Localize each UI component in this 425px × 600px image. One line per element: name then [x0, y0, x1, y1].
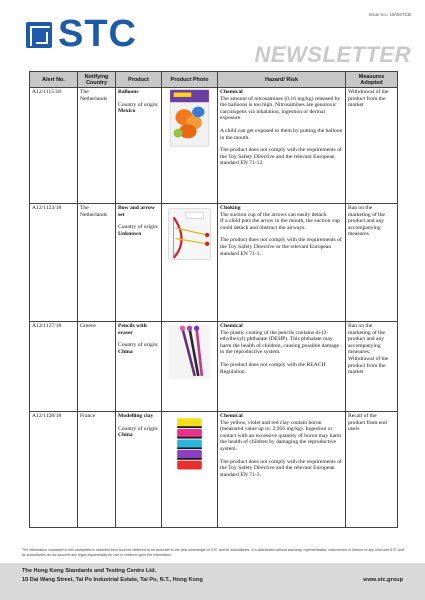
- issue-number: Issue no.: 19/28/TCB: [368, 12, 411, 17]
- notifying-country: The Netherlands: [78, 204, 116, 322]
- stc-logo-mark: [26, 22, 52, 48]
- origin-value: China: [118, 432, 133, 439]
- hazard-type: Choking: [220, 205, 241, 211]
- table-row: [30, 412, 398, 528]
- measures-adopted: Recall of the product from end users: [346, 412, 398, 528]
- product-cell: [116, 322, 162, 412]
- hazard-text-3: The product does not comply with the requirements of the Toy Safety Directive or the relevant European standard EN 71-1.: [220, 237, 342, 257]
- hazard-cell: [218, 412, 346, 528]
- product-name: Modelling clay: [118, 413, 154, 419]
- stc-logo-text: STC: [58, 13, 137, 55]
- origin-label: Country of origin:: [118, 101, 159, 108]
- product-photo-cell: [162, 322, 218, 412]
- col-header-measures: Measures Adopted: [346, 72, 398, 88]
- website-link[interactable]: www.stc.group: [363, 577, 403, 583]
- hazard-text-2: The product does not comply with the REACH Regulation.: [220, 361, 326, 375]
- balloons-photo: [164, 89, 215, 149]
- notifying-country: France: [78, 412, 116, 528]
- product-name: Pencils with eraser: [118, 323, 147, 336]
- measures-adopted: Ban on the marketing of the product and any accompanying measures; Withdrawal of the product from the market: [346, 322, 398, 412]
- product-cell: [116, 88, 162, 204]
- product-photo-cell: [162, 204, 218, 322]
- alert-no: A12/1123/18: [30, 204, 78, 322]
- alerts-table: [29, 71, 398, 528]
- hazard-cell: [218, 322, 346, 412]
- table-header-row: [30, 72, 398, 88]
- hazard-text: The suction cup of the arrows can easily detach.: [220, 211, 328, 218]
- notifying-country: The Netherlands: [78, 88, 116, 204]
- col-header-product-photo: Product Photo: [162, 72, 218, 88]
- hazard-cell: [218, 204, 346, 322]
- col-header-product: Product: [116, 72, 162, 88]
- newsletter-title: NEWSLETTER: [254, 42, 411, 67]
- hazard-type: Chemical: [220, 89, 243, 95]
- product-cell: [116, 412, 162, 528]
- product-photo-cell: [162, 412, 218, 528]
- notifying-country: Greece: [78, 322, 116, 412]
- company-address: 10 Dai Wang Street, Tai Po Industrial Estate, Tai Po, N.T., Hong Kong: [22, 577, 203, 583]
- company-name: The Hong Kong Standards and Testing Centre Ltd.: [22, 568, 157, 574]
- hazard-text: The amount of nitrosamines (0.16 mg/kg) released by the balloons is too high. Nitrosamines are genotoxic carcinogens via inhalation, ingestion or dermal exposure.: [220, 95, 341, 122]
- modelling-clay-photo: [164, 413, 215, 473]
- origin-value: Mexico: [118, 108, 136, 115]
- hazard-cell: [218, 88, 346, 204]
- hazard-text-3: The product does not comply with the requirements of the Toy Safety Directive and the relevant European standard EN 71-12.: [220, 147, 342, 167]
- hazard-text-2: The product does not comply with the requirements of the Toy Safety Directive and the relevant European standard EN 71-3.: [220, 458, 342, 478]
- alert-no: A12/1128/18: [30, 412, 78, 528]
- origin-value: Unknown: [118, 230, 142, 237]
- col-header-alert-no: Alert No.: [30, 72, 78, 88]
- product-photo-cell: [162, 88, 218, 204]
- table-row: [30, 322, 398, 412]
- bow-and-arrow-photo: [164, 205, 215, 265]
- hazard-text: The plastic coating of the pencils contains di-(2-ethylhexyl) phthalate (DEHP). This phthalate may harm the health of children, causing possible damage to the reproductive system.: [220, 329, 339, 356]
- pencils-photo: [164, 323, 215, 383]
- hazard-text-2: If a child puts the arrow in the mouth, the suction cup could detach and obstruct the airways.: [220, 218, 340, 231]
- product-name: Bow and arrow set: [118, 205, 155, 218]
- hazard-type: Chemical: [220, 323, 243, 329]
- product-name: Balloons: [118, 89, 139, 95]
- measures-adopted: Ban on the marketing of the product and any accompanying measures: [346, 204, 398, 322]
- hazard-text: The yellow, violet and red clay contain boron (measured value up to: 2,956 mg/kg). Ingestion or contact with an excessive quantity of boron may harm the health of children by damaging the reproductive system.: [220, 419, 342, 452]
- disclaimer: The information contained in this newsletter is obtained from sources believed to be accurate to the best knowledge of STC and its subsidiaries. It is distributed without warranty, representation, inducement or licence of any kind and STC and its subsidiaries do not assume any legal responsibility for use or reliance upon the information.: [22, 548, 404, 557]
- product-cell: [116, 204, 162, 322]
- origin-label: Country of origin:: [118, 425, 159, 432]
- hazard-text-2: A child can get exposed to them by putting the balloon in the mouth.: [220, 127, 343, 141]
- col-header-notifying-country: Notifying Country: [78, 72, 116, 88]
- col-header-hazard-risk: Hazard/ Risk: [218, 72, 346, 88]
- alert-no: A12/1115/18: [30, 88, 78, 204]
- hazard-type: Chemical: [220, 413, 243, 419]
- origin-label: Country of origin:: [118, 224, 159, 231]
- table-row: [30, 204, 398, 322]
- origin-label: Country of origin:: [118, 342, 159, 349]
- origin-value: China: [118, 348, 133, 355]
- alert-no: A12/1127/18: [30, 322, 78, 412]
- measures-adopted: Withdrawal of the product from the market: [346, 88, 398, 204]
- page-header: [0, 0, 425, 75]
- table-row: [30, 88, 398, 204]
